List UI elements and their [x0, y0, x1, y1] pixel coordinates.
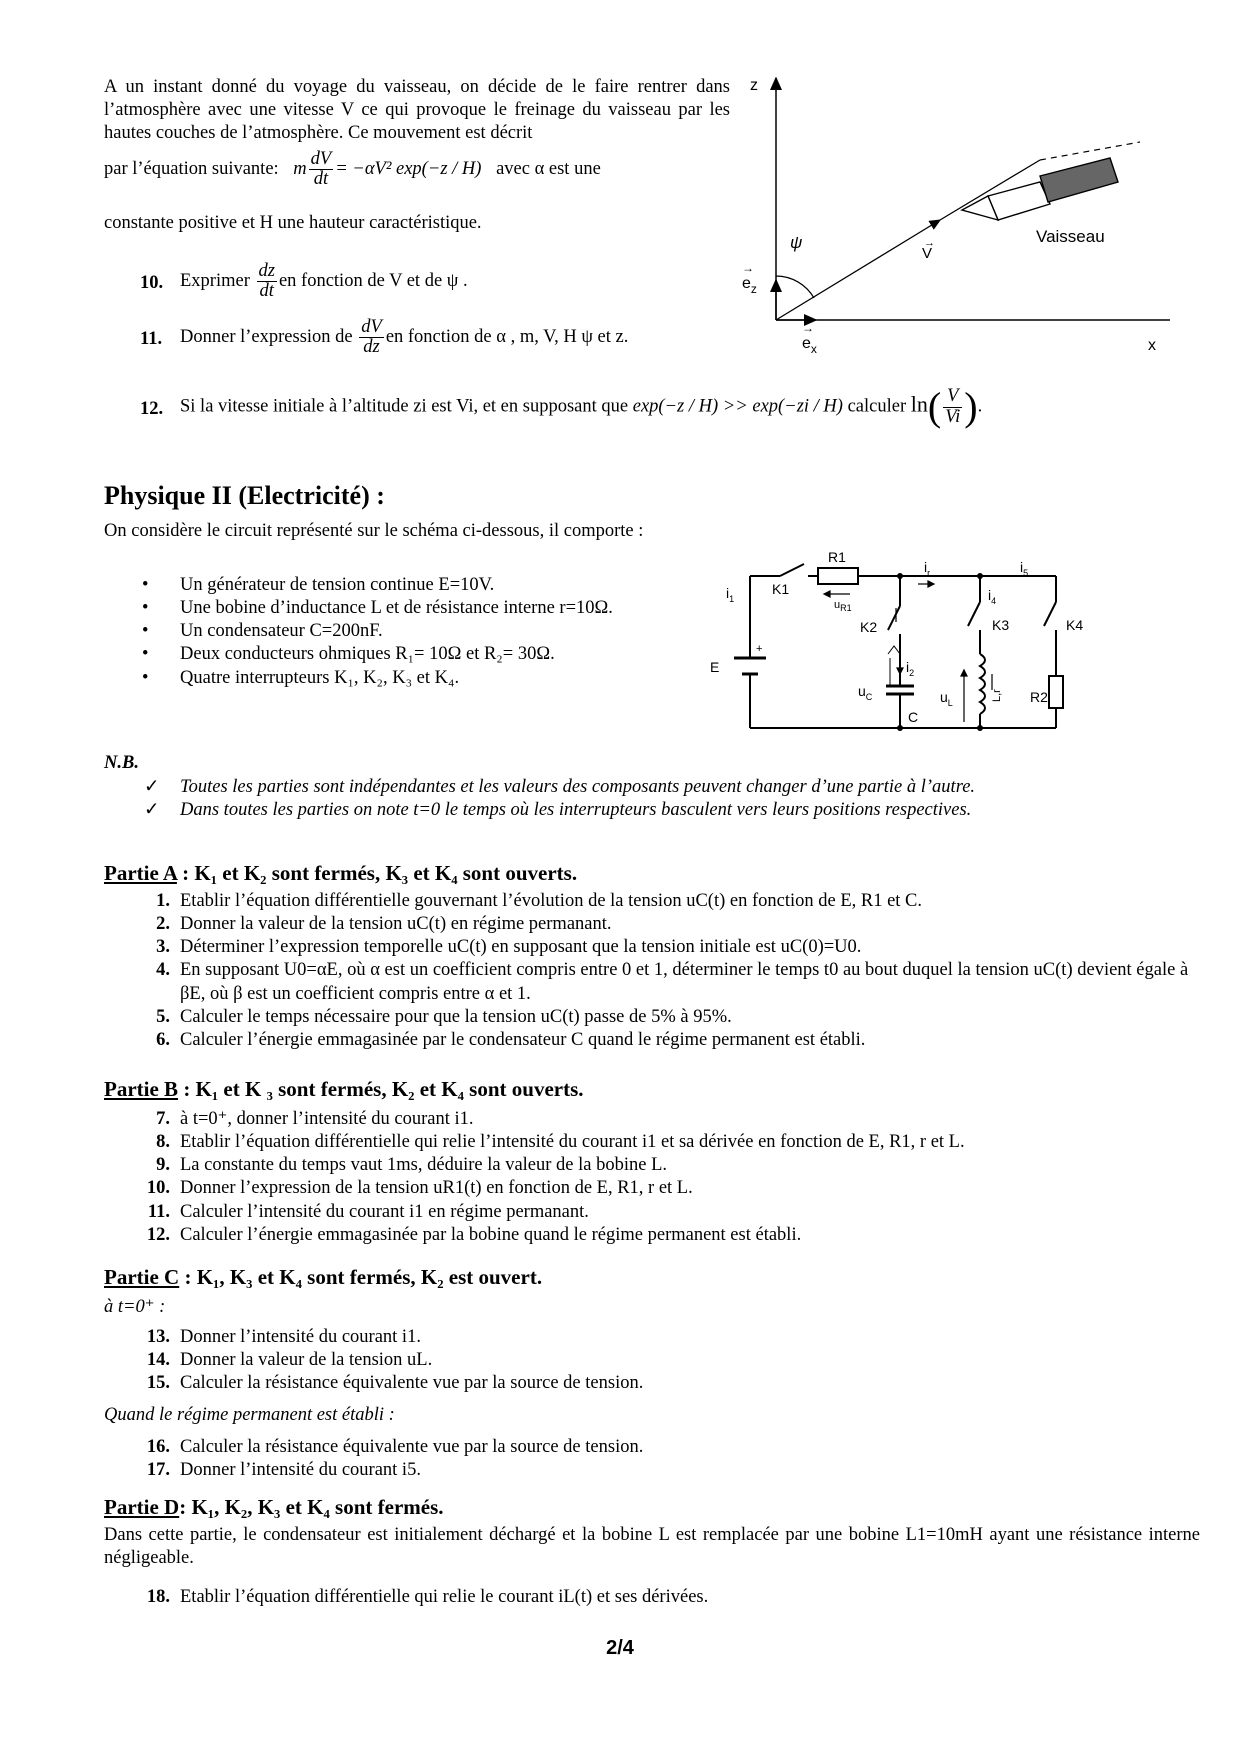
list-item: 12. Calculer l’énergie emmagasinée par la bobine quand le régime permanent est établi.	[146, 1224, 802, 1245]
section-intro: On considère le circuit représenté sur le schéma ci-dessous, il comporte :	[104, 521, 644, 541]
list-item: • Un condensateur C=200nF.	[104, 620, 664, 643]
list-item: 4. En supposant U0=αE, où α est un coefficient compris entre 0 et 1, déterminer le temps t0 au bout duquel la tension uC(t) devient égale à βE, où β est un coefficient compris entre α et 1.	[156, 960, 1189, 1004]
intro-text-4: constante positive et H une hauteur caractéristique.	[104, 213, 482, 233]
list-item: 17. Donner l’intensité du courant i5.	[146, 1460, 421, 1481]
svg-text:→: →	[742, 261, 754, 275]
eq-rhs: = −αV² exp(−z / H)	[335, 159, 482, 180]
lr-label: L,r	[991, 689, 1003, 702]
r1-label: R1	[828, 549, 846, 565]
partD-intro: Dans cette partie, le condensateur est initialement déchargé et la bobine L est remplacée par une bobine L1=10mH ayant une résistance interne négligeable.	[104, 1525, 1200, 1569]
i5-label: $i_5$	[1020, 559, 1029, 578]
list-item: 7. à t=0⁺, donner l’intensité du courant i1.	[156, 1109, 474, 1129]
x-axis-label: x	[1148, 337, 1156, 354]
partC-list-1	[104, 1326, 1204, 1395]
list-item: 14. Donner la valeur de la tension uL.	[146, 1350, 433, 1371]
i4-label: $i_4$	[988, 587, 997, 606]
svg-text:→: →	[924, 237, 935, 249]
i2-label: $i_2$	[906, 659, 915, 678]
partB-list	[104, 1108, 1204, 1247]
vessel-label: Vaisseau	[1036, 227, 1105, 246]
frac-v-vi: $\frac{V}{Vi}$	[945, 386, 961, 427]
intro-paragraph	[104, 76, 730, 145]
list-item: 15. Calculer la résistance équivalente vue par la source de tension.	[146, 1373, 644, 1394]
ir-label: $i_r$	[924, 559, 931, 578]
ez-label: $e_z$	[742, 275, 757, 296]
list-item: 16. Calculer la résistance équivalente vue par la source de tension.	[146, 1437, 644, 1457]
list-item: 1. Etablir l’équation différentielle gouvernant l’évolution de la tension uC(t) en fonction de E, R1 et C.	[156, 891, 923, 911]
equation-line	[104, 150, 730, 190]
intro-text-2: par l’équation suivante:	[104, 159, 279, 180]
intro-text-3: avec α est une	[496, 159, 601, 180]
list-item: 5. Calculer le temps nécessaire pour que la tension uC(t) passe de 5% à 95%.	[156, 1006, 732, 1027]
e-label: E	[710, 659, 720, 675]
partC-title: Partie C : K₁, K₃ et K₄ sont fermés, K₂ est ouvert.	[104, 1265, 543, 1289]
list-item: 6. Calculer l’énergie emmagasinée par le condensateur C quand le régime permanent est établi.	[156, 1029, 866, 1050]
list-item: 9. La constante du temps vaut 1ms, déduire la valeur de la bobine L.	[156, 1155, 668, 1176]
list-item: 3. Déterminer l’expression temporelle uC(t) en supposant que la tension initiale est uC(0)=U0.	[156, 937, 862, 958]
c-label: C	[908, 709, 919, 725]
list-item: • Deux conducteurs ohmiques R₁= 10Ω et R₂= 30Ω.	[104, 643, 664, 666]
partB-title: Partie B : K₁ et K ₃ sont fermés, K₂ et K₄ sont ouverts.	[104, 1077, 584, 1101]
ex-label: $e_x$	[802, 335, 817, 356]
partA-list	[104, 890, 1204, 1052]
nb-list	[104, 776, 975, 822]
svg-text:→: →	[802, 321, 814, 335]
k4-label: K4	[1066, 617, 1084, 633]
list-item: ✓ Toutes les parties sont indépendantes et les valeurs des composants peuvent changer d’une partie à l’autre.	[104, 776, 975, 799]
k3-label: K3	[992, 617, 1010, 633]
psi-arc	[776, 276, 814, 298]
circuit-diagram	[700, 546, 1084, 746]
nb-label: N.B.	[104, 753, 139, 773]
partD-title: Partie D: K₁, K₂, K₃ et K₄ sont fermés.	[104, 1495, 444, 1519]
list-item: • Quatre interrupteurs K₁, K₂, K₃ et K₄.	[104, 667, 664, 690]
ur1-label: $u_{R1}$	[834, 599, 852, 613]
list-item: 2. Donner la valeur de la tension uC(t) en régime permanant.	[156, 914, 612, 935]
k2-label: K2	[860, 619, 878, 635]
partD-list	[104, 1586, 1204, 1609]
section-title: Physique II (Electricité) :	[104, 481, 385, 510]
list-item: • Un générateur de tension continue E=10V.	[104, 574, 664, 597]
list-item: • Une bobine d’inductance L et de résistance interne r=10Ω.	[104, 597, 664, 620]
partC-list-2	[104, 1436, 1204, 1482]
vessel-diagram	[740, 72, 1180, 362]
partC-t0: à t=0⁺ :	[104, 1297, 166, 1317]
frac-dv-dz: $\frac{dV}{dz}$	[361, 317, 382, 358]
uc-label: $u_C$	[858, 683, 873, 702]
k1-label: K1	[772, 581, 790, 597]
eq-derivative: $\frac{dV}{dt}$	[310, 149, 332, 190]
list-item: 10. Donner l’expression de la tension uR1(t) en fonction de E, R1, r et L.	[146, 1178, 693, 1199]
page-number: 2/4	[606, 1637, 634, 1659]
partA-title: Partie A : K₁ et K₂ sont fermés, K₃ et K₄ sont ouverts.	[104, 861, 578, 885]
list-item: ✓ Dans toutes les parties on note t=0 le temps où les interrupteurs basculent vers leurs positions respectives.	[104, 799, 975, 822]
v-label: V	[922, 245, 933, 262]
list-item: 11. Calculer l’intensité du courant i1 en régime permanant.	[147, 1201, 589, 1222]
frac-dz-dt: $\frac{dz}{dt}$	[258, 261, 275, 302]
list-item: 8. Etablir l’équation différentielle qui relie l’intensité du courant i1 et sa dérivée en fonction de E, R1, r et L.	[156, 1132, 965, 1153]
z-axis-label: z	[750, 77, 758, 94]
eq-mass: m	[293, 159, 307, 180]
plus-label: +	[756, 643, 763, 655]
partC-steady: Quand le régime permanent est établi :	[104, 1405, 395, 1425]
vessel-shape	[962, 158, 1118, 220]
r2-label: R2	[1030, 689, 1048, 705]
intro-text-1: A un instant donné du voyage du vaisseau, on décide de le faire rentrer dans l’atmosphère avec une vitesse V ce qui provoque le freinage du vaisseau par les hautes couches de l’atmosphère. Ce mouvement est décrit	[104, 77, 730, 144]
psi-label: ψ	[790, 233, 803, 252]
list-item: 18. Etablir l’équation différentielle qui relie le courant iL(t) et ses dérivées.	[146, 1587, 709, 1607]
component-list	[104, 574, 664, 690]
ul-label: $u_L$	[940, 689, 953, 708]
i1-label: $i_1$	[726, 585, 735, 604]
dashed-path	[1040, 142, 1140, 160]
list-item: 13. Donner l’intensité du courant i1.	[146, 1327, 421, 1347]
